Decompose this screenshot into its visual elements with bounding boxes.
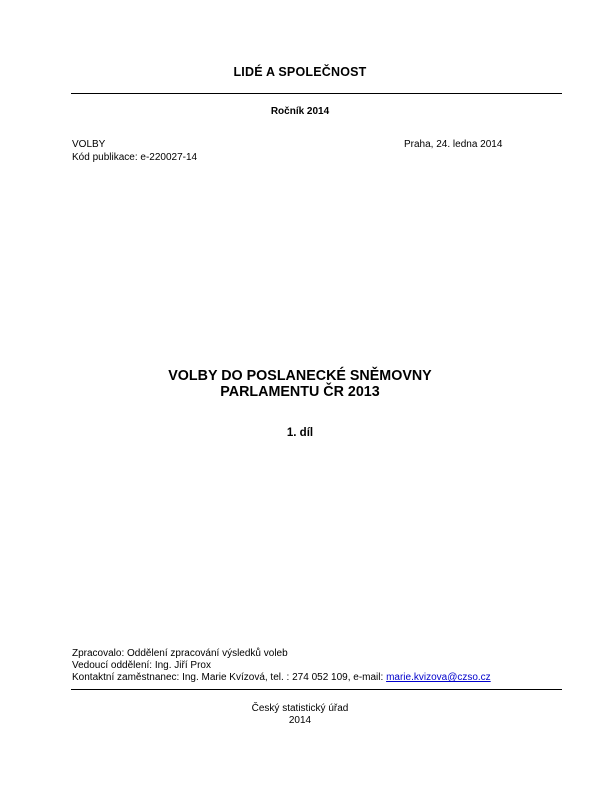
contact-text: Kontaktní zaměstnanec: Ing. Marie Kvízová, tel. : 274 052 109, e-mail: [72,672,387,683]
topic-label: VOLBY [72,139,106,150]
contact-email-link[interactable]: marie.kvizova@czso.cz [386,672,491,683]
publisher-year: 2014 [288,715,312,726]
document-title [0,368,600,400]
publisher-name: Český statistický úřad [251,703,349,714]
place-date: Praha, 24. ledna 2014 [404,139,503,150]
volume-year: Ročník 2014 [270,106,330,117]
head-of-department: Vedoucí oddělení: Ing. Jiří Prox [72,660,211,671]
prepared-by: Zpracovalo: Oddělení zpracování výsledků voleb [72,648,288,659]
part-number: 1. díl [286,427,314,439]
title-line-1: VOLBY DO POSLANECKÉ SNĚMOVNY [168,368,432,384]
title-line-2: PARLAMENTU ČR 2013 [220,384,380,400]
top-divider [71,93,562,94]
bottom-divider [71,689,562,690]
contact-line [72,672,491,685]
series-title: LIDÉ A SPOLEČNOST [233,65,367,79]
publication-code: Kód publikace: e-220027-14 [72,152,198,163]
